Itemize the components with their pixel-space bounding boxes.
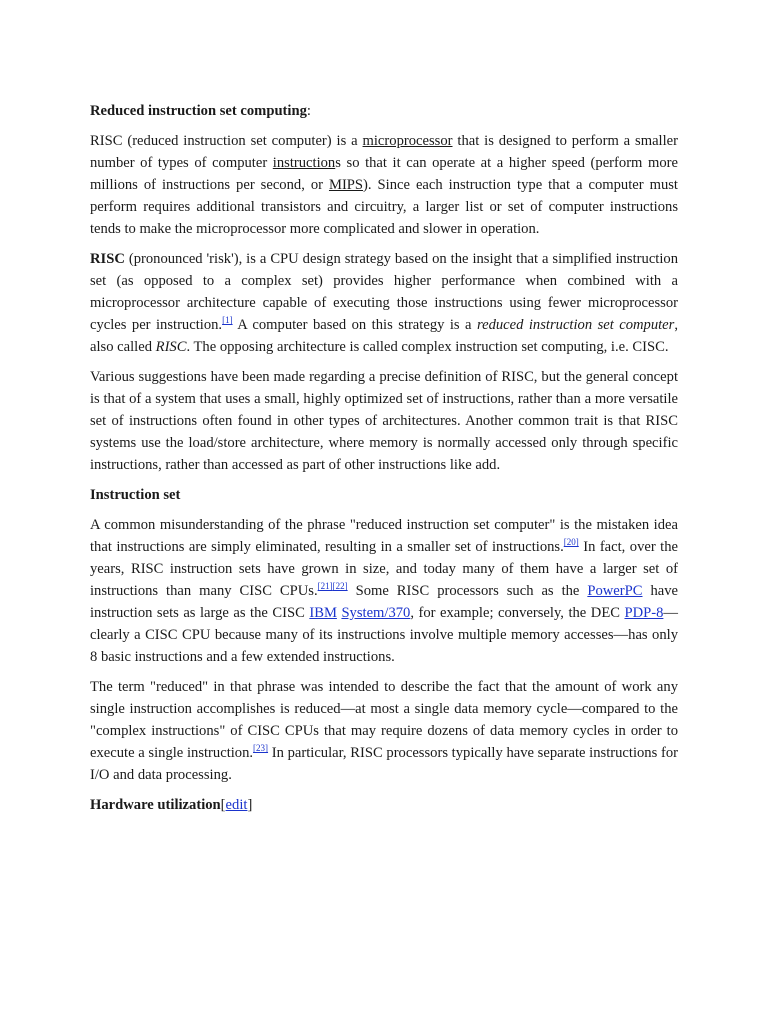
- link-pdp-8[interactable]: PDP-8: [624, 605, 664, 621]
- paragraph-definition-suggestions: Various suggestions have been made regarding a precise definition of RISC, but the general concept is that of a system that uses a small, highly optimized set of instructions, rather than a more versatile set of instructions often found in other types of architectures. Another common trait is that RISC systems use the load/store architecture, where memory is normally accessed only through specific instructions, rather than accessed as part of other instructions like add.: [90, 369, 678, 473]
- edit-bracket-open: [: [220, 797, 226, 813]
- article-body: [90, 100, 678, 824]
- citation-link-1[interactable]: [1]: [222, 315, 233, 326]
- section-heading-text: Hardware utilization: [90, 797, 221, 813]
- citation-link-23[interactable]: [23]: [253, 743, 269, 754]
- risc-bold-term: RISC: [90, 251, 125, 267]
- link-microprocessor[interactable]: microprocessor: [362, 133, 453, 149]
- text-segment: In particular, RISC processors typically have separate instructions for I/O and data processing.: [90, 745, 678, 783]
- citation-link-21[interactable]: [21]: [317, 581, 333, 592]
- link-instructions[interactable]: instruction: [272, 155, 336, 171]
- edit-bracket-close: ]: [247, 797, 253, 813]
- text-segment: , also called: [90, 317, 678, 355]
- title-text: Reduced instruction set computing: [90, 103, 307, 119]
- citation-1: [222, 315, 233, 325]
- text-segment: A common misunderstanding of the phrase "reduced instruction set computer" is the mistaken idea that instructions are simply eliminated, resulting in a smaller set of instructions.: [90, 517, 678, 555]
- emphasis-term: reduced instruction set computer: [476, 317, 675, 333]
- text-segment: RISC (reduced instruction set computer) is a: [90, 133, 363, 149]
- text-segment: The term "reduced" in that phrase was intended to describe the fact that the amount of work any single instruction accomplishes is reduced—at most a single data memory cycle—compared to the "complex instructions" of CISC CPUs that may require dozens of data memory cycles in order to execute a single instruction.: [90, 679, 678, 761]
- link-ibm[interactable]: IBM: [309, 605, 337, 621]
- text-segment: that is designed to perform a smaller number of types of computer: [90, 133, 678, 171]
- text-segment: —clearly a CISC CPU because many of its instructions involve multiple memory accesses—has only 8 basic instructions and a few extended instructions.: [90, 605, 678, 665]
- link-powerpc[interactable]: PowerPC: [587, 583, 643, 599]
- text-segment: . The opposing architecture is called complex instruction set computing, i.e. CISC.: [186, 339, 669, 355]
- paragraph-risc-definition: [90, 248, 678, 358]
- text-segment: (pronounced 'risk'), is a CPU design strategy based on the insight that a simplified instruction set (as opposed to a complex set) provides higher performance when combined with a microprocessor architecture capable of executing those instructions using fewer microprocessor cycles per instruction.: [90, 251, 678, 333]
- citation-link-22[interactable]: [22]: [332, 581, 348, 592]
- paragraph-reduced-term: [90, 676, 678, 786]
- title-colon: :: [306, 103, 311, 119]
- emphasis-risc: RISC: [155, 339, 187, 355]
- link-mips[interactable]: MIPS: [328, 177, 364, 193]
- text-segment: Some RISC processors such as the: [347, 583, 588, 599]
- text-segment: have instruction sets as large as the CISC: [90, 583, 679, 621]
- link-system-370[interactable]: System/370: [341, 605, 411, 621]
- edit-link[interactable]: edit: [225, 797, 248, 813]
- citation-23: [253, 743, 268, 753]
- document-title: [90, 100, 678, 122]
- text-segment: s so that it can operate at a higher speed (perform more millions of instructions per second, or: [90, 155, 678, 193]
- text-segment: In fact, over the years, RISC instruction sets have grown in size, and today many of them have a larger set of instructions than many CISC CPUs.: [90, 539, 678, 599]
- citation-link-20[interactable]: [20]: [563, 537, 579, 548]
- text-segment: , for example; conversely, the DEC: [410, 605, 625, 621]
- citation-20: [564, 537, 579, 547]
- section-heading-hardware-utilization: [90, 794, 678, 816]
- text-segment: ). Since each instruction type that a computer must perform requires additional transistors and circuitry, a larger list or set of computer instructions tends to make the microprocessor more complicated and slower in operation.: [90, 177, 678, 237]
- section-heading-instruction-set: Instruction set: [90, 487, 181, 503]
- text-segment: A computer based on this strategy is a: [232, 317, 477, 333]
- citation-21-22: [318, 581, 348, 591]
- paragraph-risc-intro: [90, 130, 678, 240]
- paragraph-instruction-set: [90, 514, 678, 668]
